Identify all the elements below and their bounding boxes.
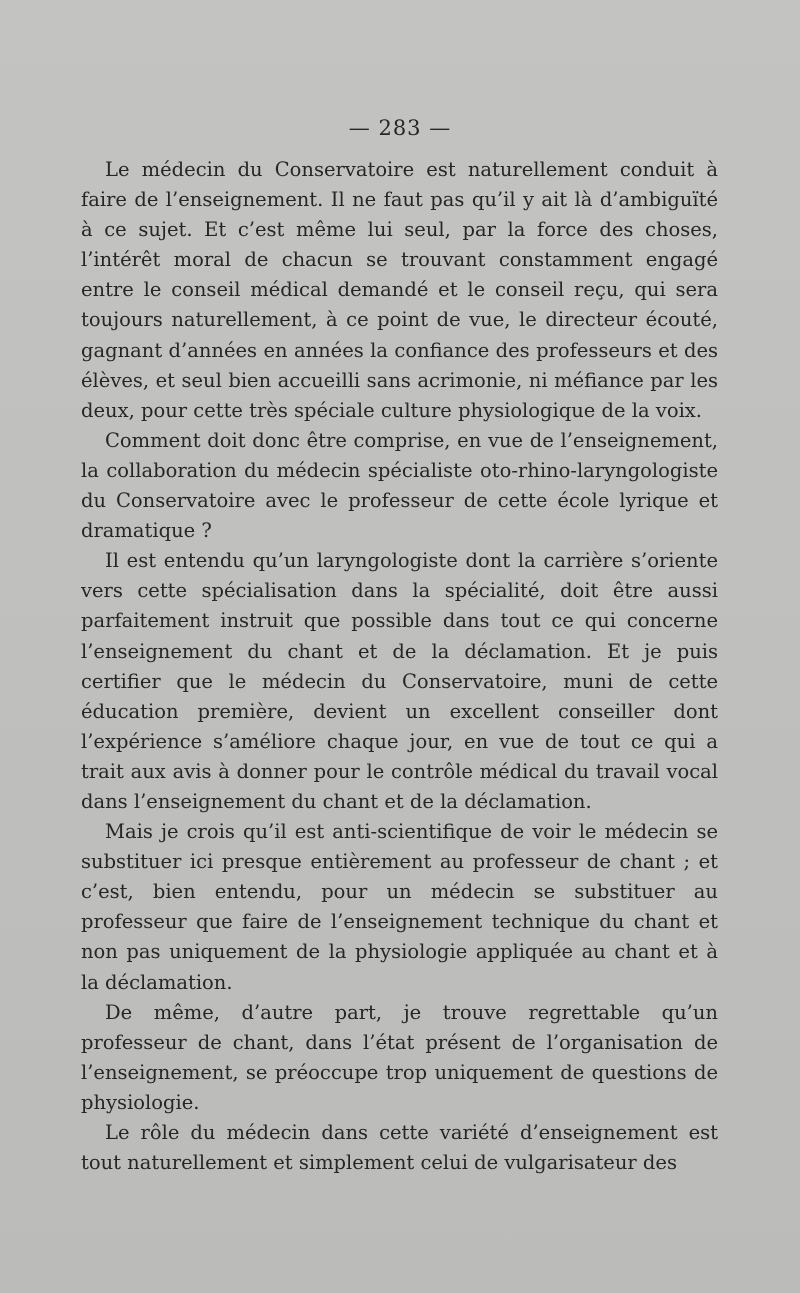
paragraph-2: Comment doit donc être comprise, en vue de l’enseignement, la collaboration du médecin spécialiste oto-rhino-laryngologiste du Conservatoire avec le professeur de cette école lyrique et dramatique ? bbox=[81, 428, 718, 543]
paragraph-3: Il est entendu qu’un laryngologiste dont la carrière s’oriente vers cette spécialisation dans la spécialité, doit être aussi parfaitement instruit que possible dans tout ce qui concerne l’enseignement du chant et de la déclamation. Et je puis certifier que le médecin du Conservatoire, muni de cette éducation première, devient un excellent conseiller dont l’expérience s’améliore chaque jour, en vue de tout ce qui a trait aux avis à donner pour le contrôle médical du travail vocal dans l’enseignement du chant et de la déclamation. bbox=[81, 549, 718, 813]
paragraph-5: De même, d’autre part, je trouve regrettable qu’un professeur de chant, dans l’état présent de l’organisation de l’enseignement, se préoccupe trop uniquement de questions de physiologie. bbox=[81, 1000, 718, 1114]
page-number: — 283 — bbox=[348, 116, 452, 140]
paragraph-1: Le médecin du Conservatoire est naturellement conduit à faire de l’enseignement. Il ne faut pas qu’il y ait là d’ambiguïté à ce sujet. Et c’est même lui seul, par la force des choses, l’intérêt moral de chacun se trouvant constamment engagé entre le conseil médical demandé et le conseil reçu, qui sera toujours naturellement, à ce point de vue, le directeur écouté, gagnant d’années en années la confiance des professeurs et des élèves, et seul bien accueilli sans acrimonie, ni méfiance par les deux, pour cette très spéciale culture physiologique de la voix. bbox=[81, 158, 718, 422]
body-text bbox=[81, 155, 718, 1178]
paragraph-4: Mais je crois qu’il est anti-scientifique de voir le médecin se substituer ici presque entièrement au professeur de chant ; et c’est, bien entendu, pour un médecin se substituer au professeur que faire de l’enseignement technique du chant et non pas uniquement de la physiologie appliquée au chant et à la déclamation. bbox=[81, 820, 718, 994]
paragraph-6: Le rôle du médecin dans cette variété d’enseignement est tout naturellement et simplement celui de vulgarisateur des bbox=[81, 1121, 718, 1175]
